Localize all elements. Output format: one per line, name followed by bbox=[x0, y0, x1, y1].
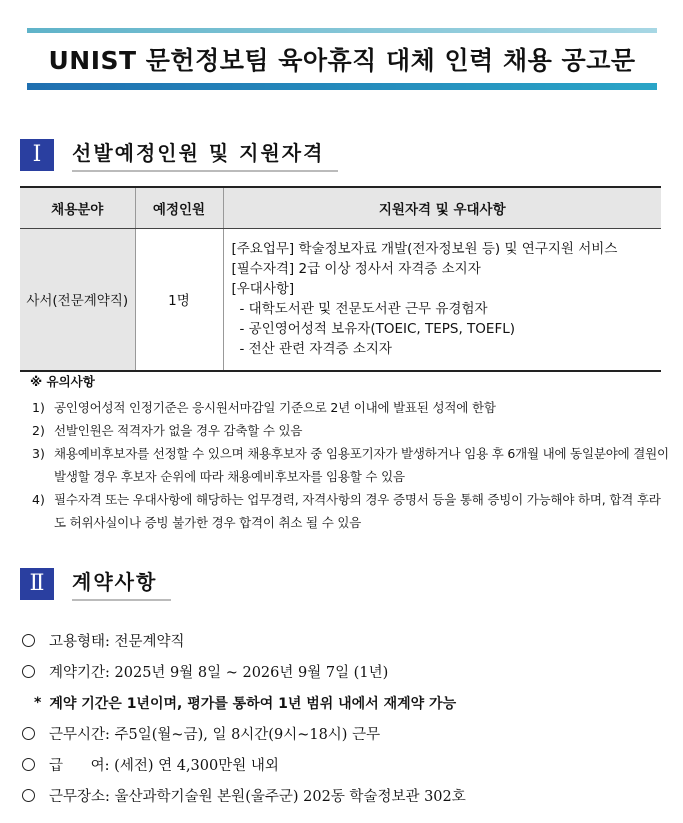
section-1-header bbox=[20, 137, 338, 172]
section-1-numeral: Ⅰ bbox=[20, 139, 54, 171]
cell-category: 사서(전문계약직) bbox=[20, 229, 135, 371]
salary-text: 급 여: (세전) 연 4,300만원 내외 bbox=[49, 758, 279, 774]
notes-heading: ※ 유의사항 bbox=[30, 374, 95, 389]
circle-bullet-icon bbox=[22, 789, 35, 802]
preferred-heading: [우대사항] bbox=[231, 281, 295, 298]
table-header-row bbox=[20, 187, 661, 229]
section-1-title: 선발예정인원 및 지원자격 bbox=[72, 137, 338, 172]
asterisk-mark: * bbox=[34, 694, 42, 711]
contract-item-hours bbox=[22, 718, 466, 749]
note-number: 4) bbox=[32, 492, 45, 507]
requirements-table bbox=[20, 186, 661, 372]
circle-bullet-icon bbox=[22, 727, 35, 740]
preferred-item: - 공인영어성적 보유자(TOEIC, TEPS, TOEFL) bbox=[239, 321, 516, 338]
title-bottom-stripe bbox=[27, 83, 657, 90]
note-number: 3) bbox=[32, 446, 45, 461]
title-banner bbox=[27, 28, 657, 90]
duty-line: [주요업무] 학술정보자료 개발(전자정보원 등) 및 연구지원 서비스 bbox=[231, 241, 618, 258]
circle-bullet-icon bbox=[22, 758, 35, 771]
note-text: 채용예비후보자를 선정할 수 있으며 채용후보자 중 임용포기자가 발생하거나 임용 후 6개월 내에 동일분야에 결원이 발생할 경우 후보자 순위에 따라 채용예비후보자를 임용할 수 있음 bbox=[54, 446, 669, 484]
contract-item-location bbox=[22, 780, 466, 811]
note-number: 2) bbox=[32, 423, 45, 438]
required-line: [필수자격] 2급 이상 정사서 자격증 소지자 bbox=[231, 261, 481, 278]
cell-count: 1명 bbox=[135, 229, 223, 371]
circle-bullet-icon bbox=[22, 634, 35, 647]
note-number: 1) bbox=[32, 400, 45, 415]
contract-item-salary bbox=[22, 749, 466, 780]
contract-period-note bbox=[22, 687, 466, 718]
contract-item-employment bbox=[22, 625, 466, 656]
note-text: 공인영어성적 인정기준은 응시원서마감일 기준으로 2년 이내에 발표된 성적에 한함 bbox=[54, 400, 496, 415]
cell-qualifications bbox=[223, 229, 661, 371]
note-item bbox=[30, 396, 670, 419]
hours-text: 근무시간: 주5일(월~금), 일 8시간(9시~18시) 근무 bbox=[49, 727, 381, 743]
period-text: 계약기간: 2025년 9월 8일 ~ 2026년 9월 7일 (1년) bbox=[49, 665, 389, 681]
note-item bbox=[30, 419, 670, 442]
contract-details bbox=[22, 625, 466, 811]
section-2-header bbox=[20, 566, 171, 601]
employment-text: 고용형태: 전문계약직 bbox=[49, 634, 185, 650]
page-title: UNIST 문헌정보팀 육아휴직 대체 인력 채용 공고문 bbox=[48, 46, 636, 75]
note-text: 선발인원은 적격자가 없을 경우 감축할 수 있음 bbox=[54, 423, 303, 438]
preferred-item: - 전산 관련 자격증 소지자 bbox=[239, 341, 392, 358]
section-2-numeral: Ⅱ bbox=[20, 568, 54, 600]
header-count: 예정인원 bbox=[135, 187, 223, 229]
period-note-text: 계약 기간은 1년이며, 평가를 통하여 1년 범위 내에서 재계약 가능 bbox=[49, 695, 457, 712]
preferred-item: - 대학도서관 및 전문도서관 근무 유경험자 bbox=[239, 301, 488, 318]
header-category: 채용분야 bbox=[20, 187, 135, 229]
section-2-title: 계약사항 bbox=[72, 566, 171, 601]
note-item bbox=[30, 442, 670, 488]
header-qualifications: 지원자격 및 우대사항 bbox=[223, 187, 661, 229]
notes-section bbox=[30, 372, 670, 534]
note-text: 필수자격 또는 우대사항에 해당하는 업무경력, 자격사항의 경우 증명서 등을 통해 증빙이 가능해야 하며, 합격 후라도 허위사실이나 증빙 불가한 경우 합격이 취소 될 수 있음 bbox=[54, 492, 661, 530]
location-text: 근무장소: 울산과학기술원 본원(울주군) 202동 학술정보관 302호 bbox=[49, 789, 466, 805]
note-item bbox=[30, 488, 670, 534]
contract-item-period bbox=[22, 656, 466, 687]
table-row bbox=[20, 229, 661, 371]
circle-bullet-icon bbox=[22, 665, 35, 678]
